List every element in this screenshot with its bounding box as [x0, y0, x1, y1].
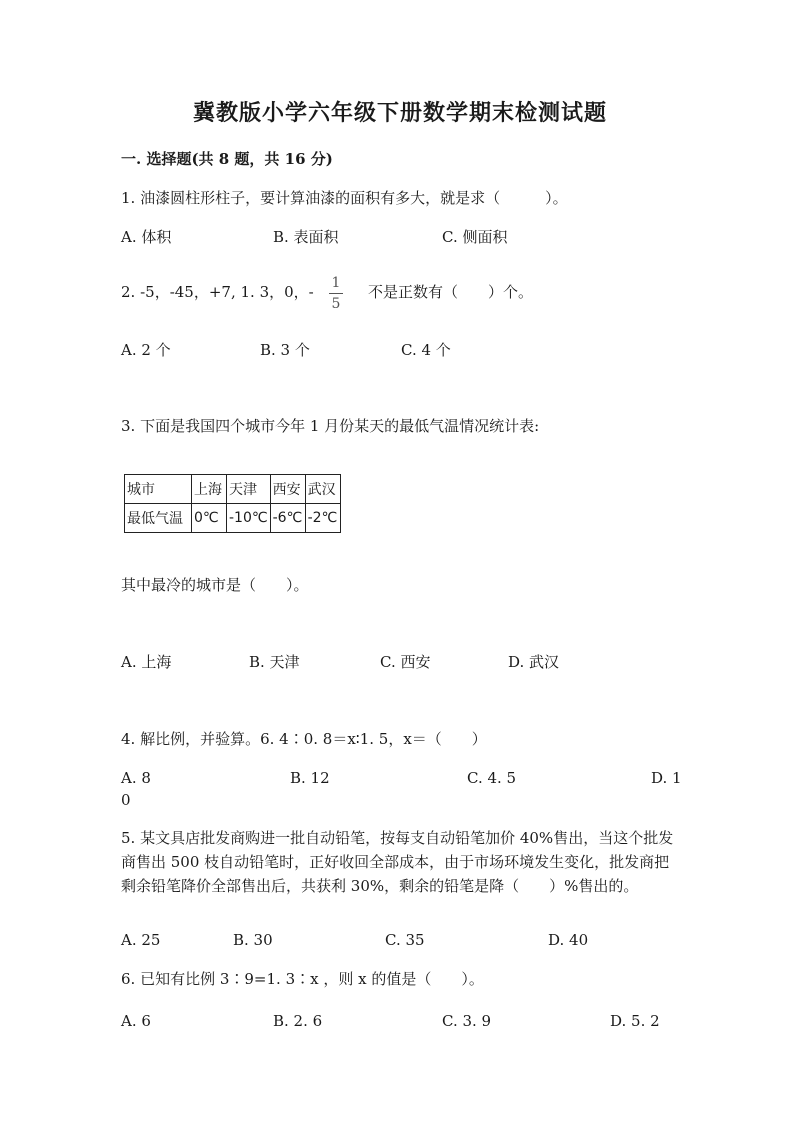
table-row — [125, 504, 341, 533]
fraction-numerator: 1 — [331, 275, 341, 291]
table-cell: 城市 — [125, 475, 192, 504]
question-6-option-d: D. 5. 2 — [610, 1012, 660, 1030]
question-3-option-c: C. 西安 — [380, 653, 431, 671]
fraction-one-fifth — [329, 275, 343, 312]
question-1-stem: 1. 油漆圆柱形柱子，要计算油漆的面积有多大，就是求（ ）。 — [121, 189, 568, 207]
question-5-option-c: C. 35 — [385, 931, 425, 949]
page-title: 冀教版小学六年级下册数学期末检测试题 — [192, 100, 607, 126]
question-4-option-d: D. 1 — [651, 769, 682, 787]
table-row — [125, 475, 341, 504]
question-5-option-d: D. 40 — [548, 931, 589, 949]
question-4-option-a: A. 8 — [121, 769, 151, 787]
question-1-option-a: A. 体积 — [121, 228, 172, 246]
question-4-option-b: B. 12 — [290, 769, 330, 787]
question-2-stem-end: 不是正数有（ ）个。 — [368, 283, 534, 301]
question-4-option-c: C. 4. 5 — [467, 769, 517, 787]
question-6-stem: 6. 已知有比例 3∶9=1. 3∶x ，则 x 的值是（ ）。 — [121, 970, 484, 988]
question-3-stem: 3. 下面是我国四个城市今年 1 月份某天的最低气温情况统计表: — [121, 417, 540, 435]
question-4-stem: 4. 解比例，并验算。6. 4∶0. 8＝x∶1. 5，x＝（ ） — [121, 730, 487, 748]
fraction-denominator: 5 — [331, 296, 341, 312]
question-2-stem-start: 2. -5，-45，+7, 1. 3，0，- — [121, 283, 314, 301]
question-2-option-b: B. 3 个 — [260, 341, 310, 359]
table-cell: 西安 — [270, 475, 305, 504]
table-cell: 最低气温 — [125, 504, 192, 533]
question-5-option-a: A. 25 — [121, 931, 161, 949]
question-3-option-b: B. 天津 — [249, 653, 300, 671]
question-1-option-c: C. 侧面积 — [442, 228, 508, 246]
table-cell: -2℃ — [305, 504, 340, 533]
table-cell: -6℃ — [270, 504, 305, 533]
question-3-option-d: D. 武汉 — [508, 653, 560, 671]
table-cell: 天津 — [227, 475, 271, 504]
question-4-option-d-wrap: 0 — [121, 791, 131, 809]
table-cell: 武汉 — [305, 475, 340, 504]
temperature-table — [124, 474, 341, 533]
section-heading: 一. 选择题(共 8 题，共 16 分) — [121, 150, 333, 168]
question-6-option-b: B. 2. 6 — [273, 1012, 323, 1030]
table-cell: 上海 — [192, 475, 227, 504]
question-6-option-a: A. 6 — [121, 1012, 151, 1030]
question-3-option-a: A. 上海 — [121, 653, 172, 671]
question-1-option-b: B. 表面积 — [273, 228, 339, 246]
question-2-option-c: C. 4 个 — [401, 341, 451, 359]
question-5-stem: 5. 某文具店批发商购进一批自动铅笔，按每支自动铅笔加价 40%售出，当这个批发商售出 500 枝自动铅笔时，正好收回全部成本，由于市场环境发生变化，批发商把剩余铅笔降价全部售出后，共获利 30%，剩余的铅笔是降（ ）%售出的。 — [121, 829, 674, 895]
table-cell: 0℃ — [192, 504, 227, 533]
question-5-option-b: B. 30 — [233, 931, 273, 949]
table-cell: -10℃ — [227, 504, 271, 533]
question-6-option-c: C. 3. 9 — [442, 1012, 492, 1030]
question-2-option-a: A. 2 个 — [121, 341, 171, 359]
question-3-question: 其中最冷的城市是（ ）。 — [121, 576, 309, 594]
